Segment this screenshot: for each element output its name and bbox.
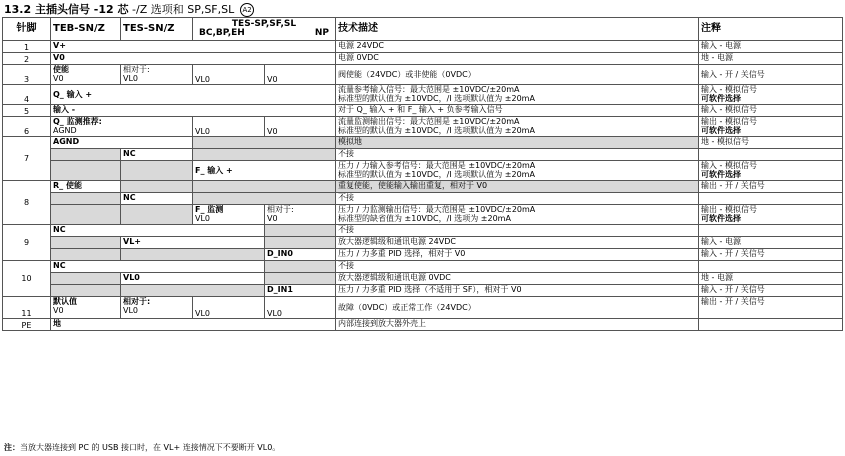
description-line: 压力 / 力监测输出信号：最大范围是 ±10VDC/±20mA [338,205,536,214]
description-line: 标准型的缺省值为 ±10VDC，/I 选项为 ±20mA [338,214,511,223]
pin-number: 8 [3,181,51,225]
signal-name: R_ 使能 [51,181,121,193]
signal-name: V0 [51,53,336,65]
description: 不接 [336,225,699,237]
note [699,225,843,237]
gray-cell [193,193,336,205]
tes-signal [121,297,193,319]
signal-value: V0 [267,214,278,223]
gray-cell [51,193,121,205]
sp-b-signal: V0 [265,65,336,85]
sp-b-signal [265,205,336,225]
signal-name: NC [121,149,193,161]
footnote [4,442,280,453]
description [336,117,699,137]
signal-label: 相对于: [267,205,294,214]
signal-name: Q_ 输入 + [51,85,336,105]
table-row [3,225,843,237]
pin-number: 1 [3,41,51,53]
pin-number: 4 [3,85,51,105]
signal-name: NC [121,193,193,205]
gray-cell [193,149,336,161]
note: 输入 - 模拟信号 [699,105,843,117]
table-row [3,137,843,149]
table-row [3,205,843,225]
note-line: 可软件选择 [701,94,741,103]
header-tes: TES-SN/Z [121,18,193,41]
description: 放大器逻辑级和通讯电源 0VDC [336,273,699,285]
description: 压力 / 力多重 PID 选择（不适用于 SF），相对于 V0 [336,285,699,297]
pin-number: 9 [3,225,51,261]
pin-number: 7 [3,137,51,181]
table-row [3,65,843,85]
signal-name: 输入 - [51,105,336,117]
pin-number: 3 [3,65,51,85]
signal-value: AGND [53,126,77,135]
note [699,149,843,161]
header-tes-sp-top: TES-SP,SF,SL [231,19,297,29]
signal-label: 使能 [53,65,69,74]
header-pin: 针脚 [3,18,51,41]
note [699,85,843,105]
gray-cell [193,181,336,193]
sp-a-signal: VL0 [193,65,265,85]
header-note: 注释 [699,18,843,41]
note: 输出 - 开 / 关信号 [699,181,843,193]
pin-number: 11 [3,297,51,319]
table-row [3,261,843,273]
note-line: 输入 - 模拟信号 [701,161,757,170]
note: 输入 - 开 / 关信号 [699,249,843,261]
pin-signal-table [2,17,843,331]
table-row [3,319,843,331]
description [336,85,699,105]
note: 输入 - 电源 [699,41,843,53]
footnote-label: 注： [4,443,20,452]
header-teb: TEB-SN/Z [51,18,121,41]
description [336,161,699,181]
teb-signal [51,117,193,137]
table-row [3,41,843,53]
note: 输出 - 开 / 关信号 [699,297,843,319]
note [699,193,843,205]
gray-cell [121,205,193,225]
signal-name: V+ [51,41,336,53]
table-row [3,297,843,319]
gray-cell [51,237,121,249]
table-row [3,181,843,193]
header-desc: 技术描述 [336,18,699,41]
pin-number: 2 [3,53,51,65]
description: 不接 [336,193,699,205]
signal-label: 默认值 [53,297,77,306]
signal-name: F_ 输入 + [193,161,336,181]
sp-a-signal: VL0 [193,117,265,137]
gray-cell [51,249,121,261]
note [699,205,843,225]
pin-number: 6 [3,117,51,137]
pin-number: 10 [3,261,51,297]
header-tes-sp [193,18,336,41]
note: 地 - 电源 [699,273,843,285]
teb-signal [51,65,121,85]
signal-label: F_ 监测 [195,205,224,214]
signal-name: AGND [51,137,193,149]
table-row [3,117,843,137]
header-tes-sp-a: BC,BP,EH [199,28,245,38]
note [699,319,843,331]
gray-cell [51,285,121,297]
gray-cell [265,261,336,273]
note-line: 输入 - 模拟信号 [701,85,757,94]
gray-cell [51,161,121,181]
description [336,205,699,225]
note-line: 可软件选择 [701,214,741,223]
description: 不接 [336,149,699,161]
teb-signal [51,297,121,319]
description-line: 标准型的默认值为 ±10VDC，/I 选项默认值为 ±20mA [338,126,535,135]
sp-b-signal: VL0 [265,297,336,319]
signal-label: Q_ 监测推荐: [53,117,102,126]
description: 故障（0VDC）或正常工作（24VDC） [336,297,699,319]
note-line: 可软件选择 [701,126,741,135]
note-line: 输出 - 模拟信号 [701,205,757,214]
signal-name: D_IN0 [265,249,336,261]
table-row [3,273,843,285]
signal-value: VL0 [123,306,139,315]
gray-cell [265,225,336,237]
table-row [3,249,843,261]
sp-b-signal: V0 [265,117,336,137]
description: 不接 [336,261,699,273]
sp-a-signal: VL0 [193,297,265,319]
table-row [3,285,843,297]
description: 压力 / 力多重 PID 选择，相对于 V0 [336,249,699,261]
gray-cell [121,181,193,193]
gray-cell [121,285,265,297]
gray-cell [265,237,336,249]
signal-label: 相对于: [123,65,150,74]
description: 电源 24VDC [336,41,699,53]
signal-value: V0 [53,74,64,83]
table-row [3,105,843,117]
gray-cell [265,273,336,285]
signal-name: VL0 [121,273,265,285]
table-row [3,237,843,249]
description: 重复使能，使能输入输出重复，相对于 V0 [336,181,699,193]
note-line: 可软件选择 [701,170,741,179]
description: 阀使能（24VDC）或非使能（0VDC） [336,65,699,85]
note: 输入 - 开 / 关信号 [699,285,843,297]
gray-cell [193,137,336,149]
table-row [3,85,843,105]
note: 输入 - 电源 [699,237,843,249]
gray-cell [51,273,121,285]
description-line: 标准型的默认值为 ±10VDC，/I 选项默认值为 ±20mA [338,170,535,179]
signal-label: 相对于: [123,297,151,306]
description: 内部连接到放大器外壳上 [336,319,699,331]
description: 电源 0VDC [336,53,699,65]
footnote-text: 当放大器连接到 PC 的 USB 接口时，在 VL+ 连接情况下不要断开 VL0。 [20,443,281,452]
description-line: 流量监测输出信号：最大范围是 ±10VDC/±20mA [338,117,520,126]
note [699,261,843,273]
note: 输入 - 开 / 关信号 [699,65,843,85]
note [699,161,843,181]
signal-name: NC [51,261,265,273]
title-main: 13.2 主插头信号 -12 芯 [4,3,129,16]
sp-a-signal [193,205,265,225]
gray-cell [121,161,193,181]
note: 地 - 模拟信号 [699,137,843,149]
description-line: 压力 / 力输入参考信号：最大范围是 ±10VDC/±20mA [338,161,536,170]
table-row [3,53,843,65]
pin-number: 5 [3,105,51,117]
signal-name: 地 [51,319,336,331]
header-tes-sp-b: NP [314,28,329,38]
gray-cell [51,149,121,161]
description: 放大器逻辑级和通讯电源 24VDC [336,237,699,249]
table-row [3,149,843,161]
signal-name: NC [51,225,265,237]
note [699,117,843,137]
a2-badge-icon: A2 [240,3,254,17]
signal-name: D_IN1 [265,285,336,297]
note-line: 输出 - 模拟信号 [701,117,757,126]
gray-cell [51,205,121,225]
table-row [3,161,843,181]
signal-value: VL0 [123,74,139,83]
signal-name: VL+ [121,237,265,249]
description: 模拟地 [336,137,699,149]
description-line: 流量参考输入信号：最大范围是 ±10VDC/±20mA [338,85,520,94]
title-sub: -/Z 选项和 SP,SF,SL [128,3,235,16]
pin-number: PE [3,319,51,331]
tes-signal [121,65,193,85]
signal-value: VL0 [195,214,211,223]
section-title [4,1,254,17]
description-line: 标准型的默认值为 ±10VDC，/I 选项默认值为 ±20mA [338,94,535,103]
table-row [3,193,843,205]
note: 地 - 电源 [699,53,843,65]
signal-value: V0 [53,306,64,315]
gray-cell [121,249,265,261]
description: 对于 Q_ 输入 + 和 F_ 输入 + 负参考输入信号 [336,105,699,117]
